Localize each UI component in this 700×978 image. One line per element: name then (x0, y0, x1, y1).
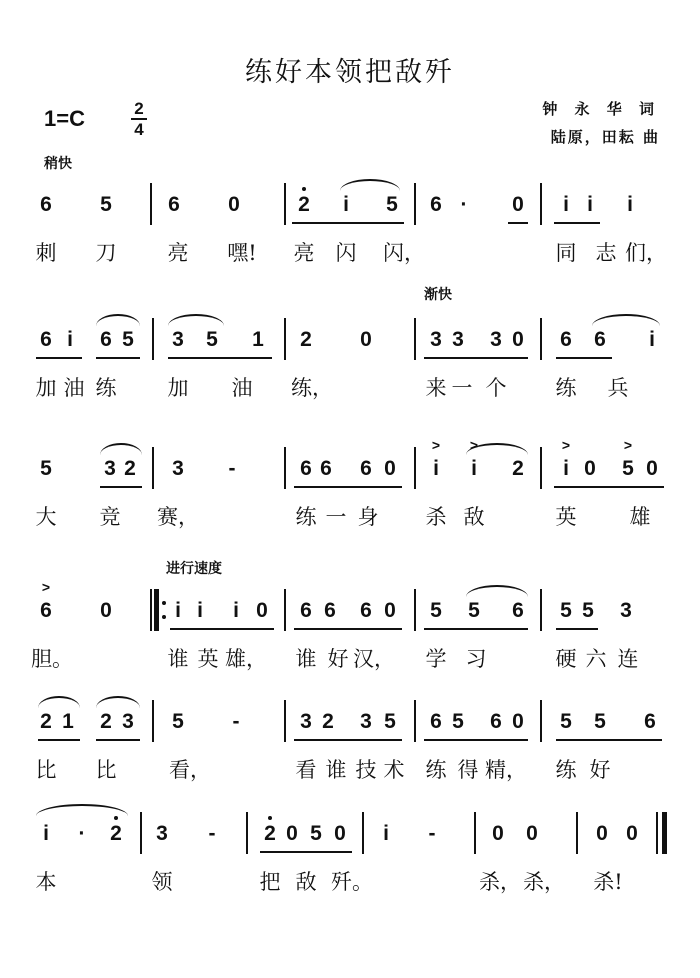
accent-mark: > (623, 437, 633, 453)
note: · (78, 822, 86, 845)
lyric: 习 (465, 647, 487, 671)
note: 3 (104, 457, 116, 480)
final-barline-thin (656, 812, 658, 854)
barline (152, 318, 154, 360)
note: 6 (644, 710, 656, 733)
note: 0 (492, 822, 504, 845)
note: 6 (100, 328, 112, 351)
barline (284, 447, 286, 489)
note: i (43, 822, 49, 845)
underline (556, 739, 662, 741)
underline (556, 628, 598, 630)
note: - (208, 822, 216, 845)
lyric: 谁 (325, 758, 347, 782)
note: i (67, 328, 73, 351)
barline (540, 700, 542, 742)
note: 5 (310, 822, 322, 845)
lyric: 一 (325, 505, 347, 529)
underline (100, 486, 142, 488)
time-signature (128, 100, 150, 138)
note: 3 (430, 328, 442, 351)
note: i (175, 599, 181, 622)
barline (540, 447, 542, 489)
note: i (197, 599, 203, 622)
note: i (433, 457, 439, 480)
barline (140, 812, 142, 854)
lyric: 英 (197, 647, 219, 671)
barline (284, 589, 286, 631)
lyric: 学 (425, 647, 447, 671)
note: 6 (430, 193, 442, 216)
lyric: 硬 (555, 647, 577, 671)
lyric: 本 (35, 870, 57, 894)
underline (168, 357, 272, 359)
barline (576, 812, 578, 854)
note: 5 (384, 710, 396, 733)
note: 1 (252, 328, 264, 351)
underline (294, 739, 402, 741)
time-signature-top: 2 (134, 99, 144, 118)
lyric: 敌 (295, 870, 317, 894)
note: 0 (334, 822, 346, 845)
note: 6 (430, 710, 442, 733)
octave-dot (302, 187, 306, 191)
underline (554, 222, 600, 224)
lyric: 连 (617, 647, 639, 671)
note: 3 (172, 328, 184, 351)
note: 3 (490, 328, 502, 351)
octave-dot (268, 816, 272, 820)
note: 2 (124, 457, 136, 480)
lyric: 胆。 (31, 647, 73, 671)
lyric: 杀， (479, 870, 521, 894)
repeat-dots (162, 601, 166, 629)
underline (260, 851, 352, 853)
key-signature: 1=C (44, 106, 85, 131)
repeat-barline-thick (154, 589, 159, 631)
note: 0 (512, 328, 524, 351)
note: 6 (360, 599, 372, 622)
accent-mark: > (469, 437, 479, 453)
underline (554, 486, 664, 488)
underline (556, 357, 612, 359)
slur (466, 585, 528, 597)
slur (38, 696, 80, 708)
note: 0 (512, 193, 524, 216)
note: 6 (360, 457, 372, 480)
lyric: 练 (425, 758, 447, 782)
slur (36, 804, 128, 816)
note: 0 (286, 822, 298, 845)
barline (414, 700, 416, 742)
barline (152, 700, 154, 742)
note: i (343, 193, 349, 216)
note: 5 (206, 328, 218, 351)
lyric: 比 (35, 758, 57, 782)
lyric: 练 (555, 376, 577, 400)
lyric: 身 (357, 505, 379, 529)
note: 3 (360, 710, 372, 733)
underline (96, 357, 140, 359)
underline (36, 357, 82, 359)
lyric: 嘿! (227, 241, 257, 265)
note: i (471, 457, 477, 480)
note: 0 (256, 599, 268, 622)
slur (340, 179, 400, 191)
barline (284, 318, 286, 360)
note: i (627, 193, 633, 216)
lyric: 比 (95, 758, 117, 782)
lyric: 汉， (353, 647, 395, 671)
note: - (232, 710, 240, 733)
lyric: 看 (295, 758, 317, 782)
note: 6 (490, 710, 502, 733)
lyric: 刺 (35, 241, 57, 265)
lyric: 刀 (95, 241, 117, 265)
note: 5 (594, 710, 606, 733)
lyric: 加 (35, 376, 57, 400)
note: 0 (360, 328, 372, 351)
lyric: 看， (169, 758, 211, 782)
lyric: 杀， (523, 870, 565, 894)
lyric: 把 (259, 870, 281, 894)
note: 0 (384, 599, 396, 622)
note: 5 (100, 193, 112, 216)
note: 5 (582, 599, 594, 622)
note: 5 (386, 193, 398, 216)
lyric: 好 (589, 758, 611, 782)
note: 0 (626, 822, 638, 845)
underline (294, 628, 402, 630)
underline (294, 486, 402, 488)
underline (424, 739, 528, 741)
note: 6 (594, 328, 606, 351)
note: 3 (452, 328, 464, 351)
lyric: 油 (63, 376, 85, 400)
lyric: 志 (595, 241, 617, 265)
note: 3 (300, 710, 312, 733)
barline (152, 447, 154, 489)
underline (508, 222, 528, 224)
note: 2 (40, 710, 52, 733)
barline (474, 812, 476, 854)
lyric: 来 (425, 376, 447, 400)
lyric: 同 (555, 241, 577, 265)
lyric: 练， (291, 376, 333, 400)
note: 0 (384, 457, 396, 480)
lyric: 谁 (295, 647, 317, 671)
barline (362, 812, 364, 854)
lyric: 们， (625, 241, 667, 265)
lyric: 精， (485, 758, 527, 782)
underline (292, 222, 404, 224)
lyric: 赛， (157, 505, 199, 529)
note: 6 (300, 599, 312, 622)
lyric: 杀! (593, 870, 623, 894)
note: 6 (560, 328, 572, 351)
underline (424, 357, 528, 359)
lyricist-credit: 钟 永 华 词 (542, 100, 660, 118)
lyric: 亮 (167, 241, 189, 265)
note: 5 (430, 599, 442, 622)
note: 5 (560, 710, 572, 733)
note: 6 (512, 599, 524, 622)
note: 3 (122, 710, 134, 733)
lyric: 练 (295, 505, 317, 529)
note: 6 (320, 457, 332, 480)
lyric: 术 (383, 758, 405, 782)
note: i (587, 193, 593, 216)
note: 6 (168, 193, 180, 216)
final-barline-thick (662, 812, 667, 854)
barline (414, 447, 416, 489)
slur (592, 314, 660, 326)
lyric: 闪， (383, 241, 425, 265)
slur (100, 443, 142, 455)
note: 2 (264, 822, 276, 845)
accent-mark: > (41, 579, 51, 595)
note: 2 (512, 457, 524, 480)
note: 5 (40, 457, 52, 480)
lyric: 油 (231, 376, 253, 400)
note: i (383, 822, 389, 845)
lyric: 个 (485, 376, 507, 400)
barline (414, 183, 416, 225)
tempo-mark-3: 进行速度 (166, 561, 222, 577)
octave-dot (114, 816, 118, 820)
slur (168, 314, 224, 326)
note: 0 (584, 457, 596, 480)
lyric: 兵 (607, 376, 629, 400)
tempo-mark-2: 渐快 (424, 287, 452, 303)
lyric: 闪 (335, 241, 357, 265)
slur (96, 696, 140, 708)
composer-credit: 陆原，田耘 曲 (550, 128, 660, 146)
note: 6 (300, 457, 312, 480)
note: 1 (62, 710, 74, 733)
barline (540, 318, 542, 360)
note: 6 (324, 599, 336, 622)
barline (414, 589, 416, 631)
note: · (460, 193, 468, 216)
note: i (233, 599, 239, 622)
lyric: 一 (451, 376, 473, 400)
lyric: 练 (95, 376, 117, 400)
lyric: 好 (327, 647, 349, 671)
note: 5 (468, 599, 480, 622)
barline (540, 183, 542, 225)
barline (150, 183, 152, 225)
lyric: 得 (457, 758, 479, 782)
underline (96, 739, 140, 741)
underline (170, 628, 274, 630)
note: 5 (172, 710, 184, 733)
note: 2 (300, 328, 312, 351)
note: 2 (110, 822, 122, 845)
note: 0 (646, 457, 658, 480)
underline (424, 628, 528, 630)
note: 6 (40, 328, 52, 351)
note: - (428, 822, 436, 845)
lyric: 雄 (629, 505, 651, 529)
repeat-barline-thin (150, 589, 152, 631)
note: - (228, 457, 236, 480)
note: 0 (596, 822, 608, 845)
note: i (563, 193, 569, 216)
lyric: 六 (585, 647, 607, 671)
note: 5 (452, 710, 464, 733)
note: 0 (100, 599, 112, 622)
note: 2 (100, 710, 112, 733)
note: i (649, 328, 655, 351)
barline (246, 812, 248, 854)
lyric: 亮 (293, 241, 315, 265)
lyric: 英 (555, 505, 577, 529)
note: 6 (40, 193, 52, 216)
note: 5 (122, 328, 134, 351)
note: 6 (40, 599, 52, 622)
note: 0 (228, 193, 240, 216)
note: 3 (172, 457, 184, 480)
page-title: 练好本领把敌歼 (245, 57, 455, 88)
accent-mark: > (431, 437, 441, 453)
lyric: 竞 (99, 505, 121, 529)
note: 5 (560, 599, 572, 622)
note: 0 (512, 710, 524, 733)
lyric: 领 (151, 870, 173, 894)
lyric: 加 (167, 376, 189, 400)
tempo-mark-1: 稍快 (44, 156, 72, 172)
note: 3 (620, 599, 632, 622)
lyric: 练 (555, 758, 577, 782)
slur (96, 314, 140, 326)
lyric: 大 (35, 505, 57, 529)
barline (284, 183, 286, 225)
note: 5 (622, 457, 634, 480)
lyric: 雄， (225, 647, 267, 671)
time-signature-bottom: 4 (134, 120, 144, 139)
underline (38, 739, 80, 741)
accent-mark: > (561, 437, 571, 453)
note: i (563, 457, 569, 480)
lyric: 歼。 (331, 870, 373, 894)
note: 0 (526, 822, 538, 845)
note: 2 (322, 710, 334, 733)
lyric: 谁 (167, 647, 189, 671)
lyric: 杀 (425, 505, 447, 529)
note: 2 (298, 193, 310, 216)
barline (540, 589, 542, 631)
barline (414, 318, 416, 360)
note: 3 (156, 822, 168, 845)
barline (284, 700, 286, 742)
lyric: 敌 (463, 505, 485, 529)
lyric: 技 (355, 758, 377, 782)
